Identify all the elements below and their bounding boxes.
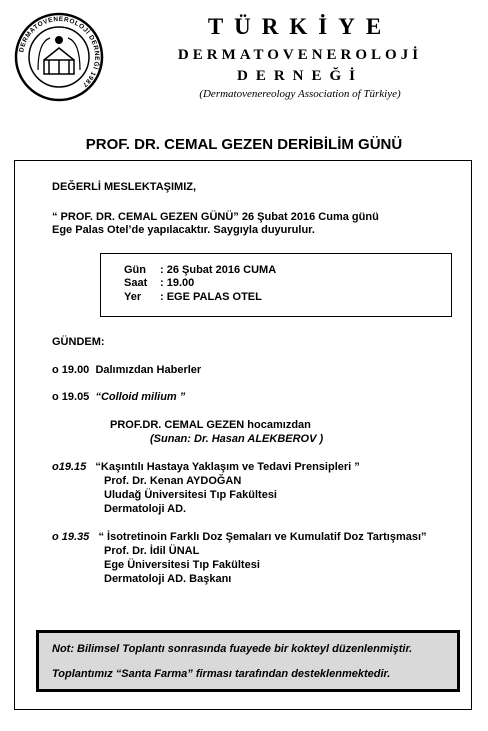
header-english-name: (Dermatovenereology Association of Türkiye)	[199, 88, 401, 100]
agenda-item-2-title: “Colloid milium ”	[95, 391, 186, 403]
agenda-item-4-time: o 19.35	[52, 531, 90, 543]
info-row-time	[124, 276, 194, 290]
page-title: PROF. DR. CEMAL GEZEN DERİBİLİM GÜNÜ	[85, 136, 403, 153]
note-line-1: Not: Bilimsel Toplantı sonrasında fuayede bir kokteyl düzenlenmiştir.	[52, 643, 413, 655]
agenda-item-3-line-3: Dermatoloji AD.	[104, 503, 187, 515]
time-value: : 19.00	[160, 277, 195, 289]
header-subtitle-1: DERMATOVENEROLOJİ	[177, 47, 423, 63]
agenda-item-4-line-2: Ege Üniversitesi Tıp Fakültesi	[104, 559, 260, 571]
note-line-2: Toplantımız “Santa Farma” firması tarafından desteklenmektedir.	[52, 668, 391, 680]
agenda-item-3	[52, 460, 360, 474]
seal-ring-text: DERMATOVENEROLOJİ DERNEĞİ 1987	[18, 15, 101, 89]
agenda-item-1-title: Dalımızdan Haberler	[95, 364, 202, 376]
agenda-item-4	[52, 530, 427, 544]
agenda-item-3-title: “Kaşıntılı Hastaya Yaklaşım ve Tedavi Prensipleri ”	[95, 461, 360, 473]
note-box	[36, 630, 460, 692]
place-value: : EGE PALAS OTEL	[160, 291, 262, 303]
info-row-day	[124, 263, 276, 277]
time-label: Saat	[124, 277, 148, 289]
intro-line-1: “ PROF. DR. CEMAL GEZEN GÜNÜ” 26 Şubat 2016 Cuma günü	[52, 211, 379, 223]
intro-line-2: Ege Palas Otel’de yapılacaktır. Saygıyla duyurulur.	[52, 224, 315, 236]
agenda-item-2-presenter: (Sunan: Dr. Hasan ALEKBEROV )	[150, 433, 324, 445]
agenda-item-2-speaker: PROF.DR. CEMAL GEZEN hocamızdan	[110, 419, 311, 431]
agenda-item-2-time: o 19.05	[52, 391, 90, 403]
info-row-place	[124, 290, 262, 304]
agenda-item-3-line-2: Uludağ Üniversitesi Tıp Fakültesi	[104, 489, 277, 501]
agenda-item-4-line-3: Dermatoloji AD. Başkanı	[104, 573, 232, 585]
agenda-item-4-line-1: Prof. Dr. İdil ÜNAL	[104, 545, 200, 557]
header-title: TÜRKİYE	[207, 14, 393, 39]
place-label: Yer	[124, 291, 142, 303]
agenda-heading: GÜNDEM:	[52, 336, 105, 348]
agenda-item-3-time: o19.15	[52, 461, 87, 473]
day-value: : 26 Şubat 2016 CUMA	[160, 264, 277, 276]
header-subtitle-2: DERNEĞİ	[236, 68, 363, 84]
agenda-item-4-title: “ İsotretinoin Farklı Doz Şemaları ve Kumulatif Doz Tartışması”	[98, 531, 427, 543]
agenda-item-1	[52, 363, 201, 377]
day-label: Gün	[124, 264, 146, 276]
agenda-item-3-line-1: Prof. Dr. Kenan AYDOĞAN	[104, 475, 242, 487]
association-seal-logo	[14, 12, 104, 102]
greeting: DEĞERLİ MESLEKTAŞIMIZ,	[52, 181, 197, 193]
agenda-item-2	[52, 390, 185, 404]
agenda-item-1-time: o 19.00	[52, 364, 90, 376]
